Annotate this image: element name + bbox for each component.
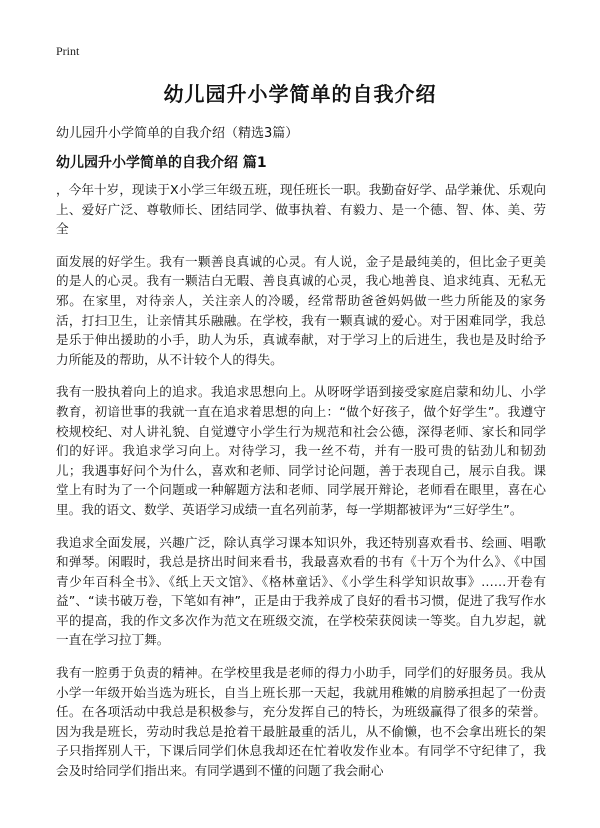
paragraph: 面发展的好学生。我有一颗善良真诚的心灵。有人说，金子是最纯美的，但比金子更美的是人的心灵。我有一颗洁白无暇、善良真诚的心灵，我心地善良、追求纯真、无私无邪。在家里，对待亲人，关注亲人的冷暖，经常帮助爸爸妈妈做一些力所能及的家务活，打扫卫生，让亲情其乐融融。在学校，我有一颗真诚的爱心。对于困难同学，我总是乐于伸出援助的小手，助人为乐，真诚奉献，对于学习上的后进生，我也是及时给予力所能及的帮助，从不计较个人的得失。 [56, 253, 546, 367]
page-subtitle: 幼儿园升小学简单的自我介绍（精选3篇） [56, 126, 299, 141]
section-heading: 幼儿园升小学简单的自我介绍 篇1 [56, 155, 267, 171]
paragraph: 我有一股执着向上的追求。我追求思想向上。从呀呀学语到接受家庭启蒙和幼儿、小学教育，初谙世事的我就一直在追求着思想的向上：“做个好孩子，做个好学生”。我遵守校规校纪、对人讲礼貌、自觉遵守小学生行为规范和社会公德，深得老师、家长和同学们的好评。我追求学习向上。对待学习，我一丝不苟，并有一股可贵的钻劲儿和韧劲儿；我遇事好问个为什么，喜欢和老师、同学讨论问题，善于表现自己，展示自我。课堂上有时为了一个问题或一种解题方法和老师、同学展开辩论，老师看在眼里，喜在心里。我的语文、数学、英语学习成绩一直名列前茅，每一学期都被评为“三好学生”。 [56, 384, 546, 517]
page-title: 幼儿园升小学简单的自我介绍 [163, 82, 437, 106]
paragraph: 我有一腔勇于负责的精神。在学校里我是老师的得力小助手，同学们的好服务员。我从小学一年级开始当选为班长，自当上班长那一天起，我就用稚嫩的肩膀承担起了一份责任。在各项活动中我总是积极参与，充分发挥自己的特长，为班级赢得了很多的荣誉。因为我是班长，劳动时我总是抢着干最脏最重的活儿，从不偷懒，也不会拿出班长的架子只指挥别人干，下课后同学们休息我却还在忙着收发作业本。有同学不守纪律了，我会及时给同学们指出来。有同学遇到不懂的问题了我会耐心 [56, 665, 546, 779]
print-link[interactable]: Print [56, 44, 80, 58]
article-body [56, 180, 546, 794]
paragraph: ，今年十岁，现读于X小学三年级五班，现任班长一职。我勤奋好学、品学兼优、乐观向上、爱好广泛、尊敬师长、团结同学、做事执着、有毅力、是一个德、智、体、美、劳全 [56, 182, 546, 237]
paragraph: 我追求全面发展，兴趣广泛，除认真学习课本知识外，我还特别喜欢看书、绘画、唱歌和弹琴。闲暇时，我总是挤出时间来看书，我最喜欢看的书有《十万个为什么》、《中国青少年百科全书》、《纸上天文馆》、《格林童话》、《小学生科学知识故事》……开卷有益”、“读书破万卷，下笔如有神”，正是由于我养成了良好的看书习惯，促进了我写作水平的提高，我的作文多次作为范文在班级交流，在学校荣获阅读一等奖。自九岁起，就一直在学习拉丁舞。 [56, 534, 546, 648]
